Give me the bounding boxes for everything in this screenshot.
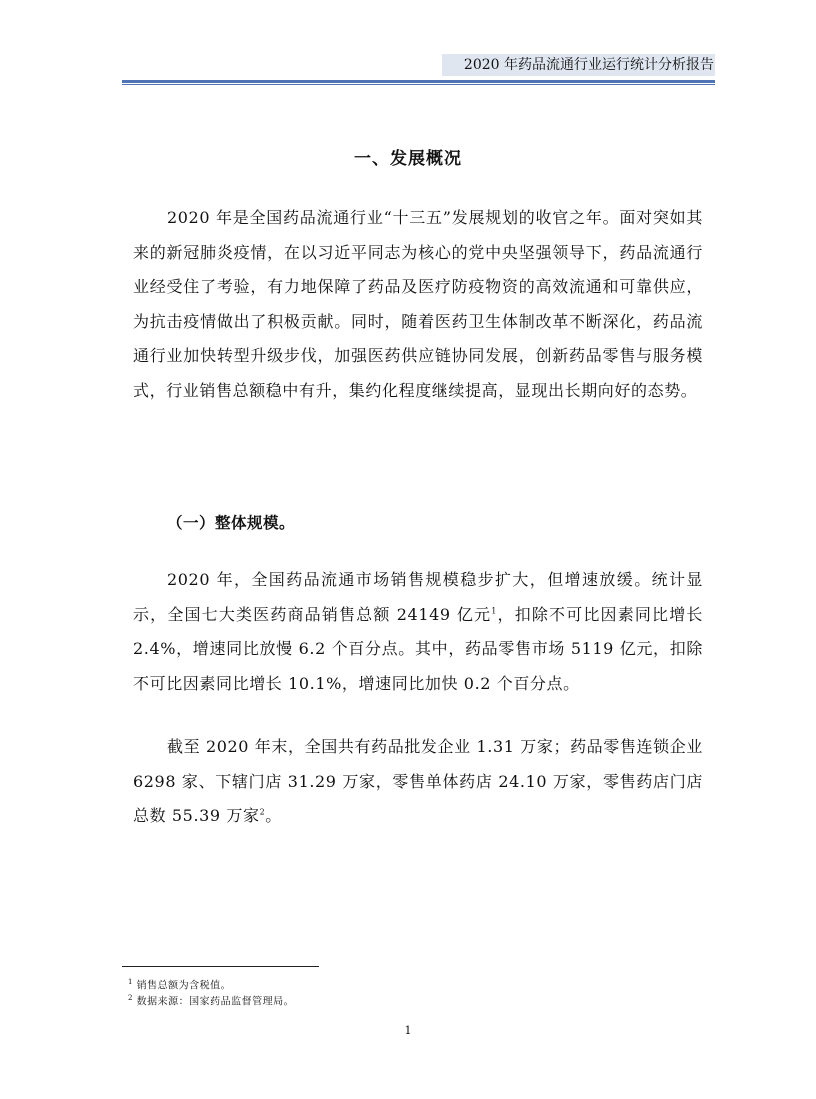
scale-paragraph — [133, 563, 703, 701]
footnote-2 — [128, 991, 294, 1009]
scale-paragraph-text-cont: ，扣除不可比因素同比增长 2.4%，增速同比放慢 6.2 个百分点。其中，药品零售市场 5119 亿元，扣除不可比因素同比增长 10.1%，增速同比加快 0.2 个百分点。 — [133, 604, 703, 693]
header-rule — [122, 80, 715, 83]
enterprise-paragraph — [133, 730, 703, 834]
footnote-1-text: 销售总额为含税值。 — [132, 980, 232, 992]
scale-paragraph-text: 2020 年，全国药品流通市场销售规模稳步扩大，但增速放缓。统计显示，全国七大类医药商品销售总额 24149 亿元 — [133, 570, 703, 624]
intro-paragraph: 2020 年是全国药品流通行业“十三五”发展规划的收官之年。面对突如其来的新冠肺炎疫情，在以习近平同志为核心的党中央坚强领导下，药品流通行业经受住了考验，有力地保障了药品及医疗防疫物资的高效流通和可靠供应，为抗击疫情做出了积极贡献。同时，随着医药卫生体制改革不断深化，药品流通行业加快转型升级步伐，加强医药供应链协同发展，创新药品零售与服务模式，行业销售总额稳中有升，集约化程度继续提高，显现出长期向好的态势。 — [133, 208, 703, 400]
header-rule-thin — [122, 84, 715, 85]
footnote-ref-1[interactable]: 1 — [491, 606, 497, 616]
footnote-ref-2[interactable]: 2 — [259, 807, 266, 817]
section-heading: 一、发展概况 — [354, 149, 462, 169]
footnote-separator — [122, 966, 319, 967]
enterprise-paragraph-text-cont: 。 — [265, 806, 282, 825]
footnote-2-number: 2 — [128, 994, 133, 1002]
enterprise-paragraph-text: 截至 2020 年末，全国共有药品批发企业 1.31 万家；药品零售连锁企业 6298 家、下辖门店 31.29 万家，零售单体药店 24.10 万家，零售药店门店总数 55.39 万家 — [133, 737, 703, 825]
page-number: 1 — [404, 1024, 412, 1037]
subsection-heading: （一）整体规模。 — [167, 514, 296, 532]
footnote-2-text: 数据来源：国家药品监督管理局。 — [132, 996, 295, 1008]
running-header-title: 2020 年药品流通行业运行统计分析报告 — [463, 57, 714, 73]
footnote-1-number: 1 — [128, 978, 133, 986]
